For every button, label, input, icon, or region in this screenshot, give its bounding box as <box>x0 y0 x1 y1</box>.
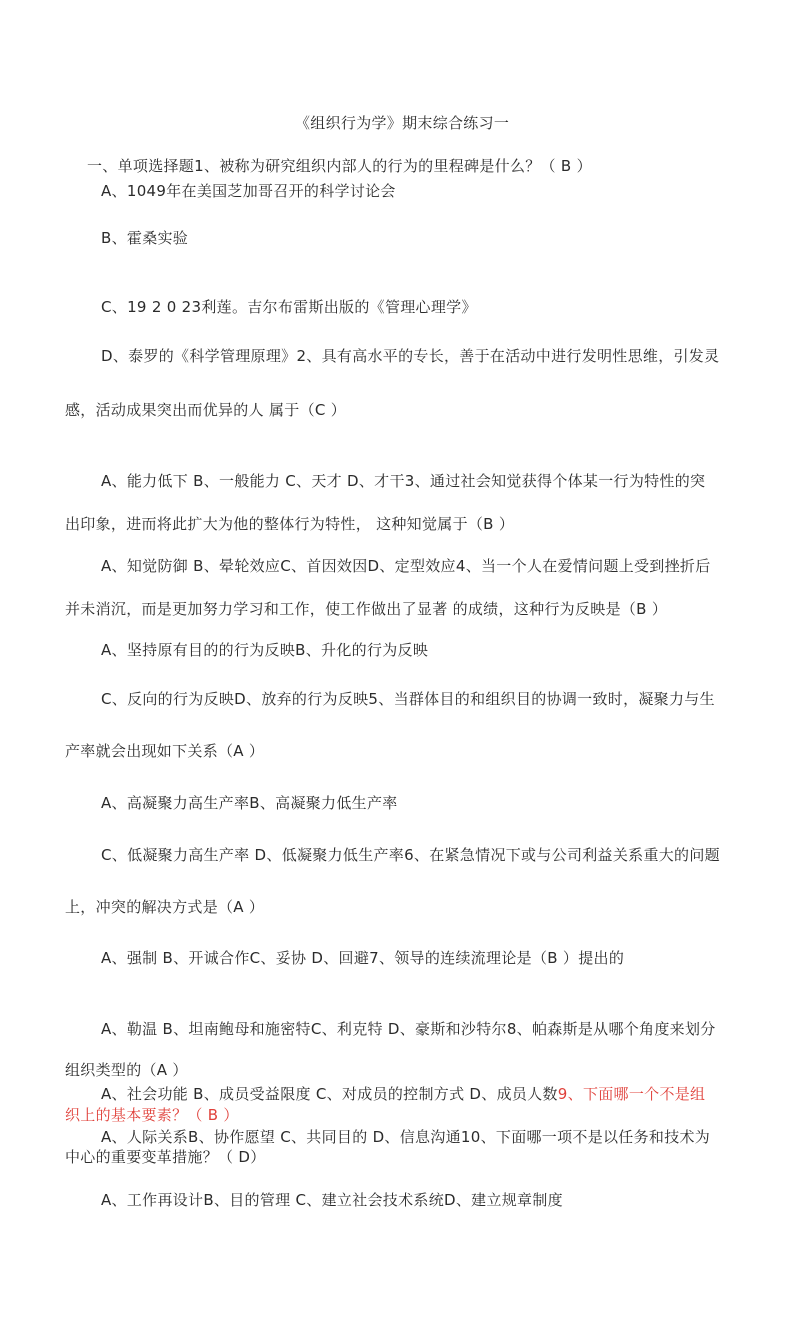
option-question-line-q9 <box>101 1085 705 1103</box>
question-line-q10: 中心的重要变革措施？（ D） <box>65 1148 266 1166</box>
option-line: C、19 2 0 23利莲。吉尔布雷斯出版的《管理心理学》 <box>101 298 477 316</box>
question-line: 并未消沉，而是更加努力学习和工作，使工作做出了显著 的成绩，这种行为反映是（B ） <box>65 600 668 618</box>
document-title: 《组织行为学》期末综合练习一 <box>295 114 510 132</box>
option-question-line: A、勒温 B、坦南鲍母和施密特C、利克特 D、豪斯和沙特尔8、帕森斯是从哪个角度来划分 <box>101 1020 716 1038</box>
option-question-line: A、知觉防御 B、晕轮效应C、首因效因D、定型效应4、当一个人在爱情问题上受到挫折后 <box>101 557 711 575</box>
option-question-line: A、强制 B、开诚合作C、妥协 D、回避7、领导的连续流理论是（B ）提出的 <box>101 949 625 967</box>
question-line: 出印象，进而将此扩大为他的整体行为特性， 这种知觉属于（B ） <box>65 515 515 533</box>
option-question-line: C、反向的行为反映D、放弃的行为反映5、当群体目的和组织目的协调一致时，凝聚力与生 <box>101 690 715 708</box>
q9-question-highlight-continued: 织上的基本要素？（ B ） <box>65 1106 239 1124</box>
option-question-line-q10: A、人际关系B、协作愿望 C、共同目的 D、信息沟通10、下面哪一项不是以任务和技术为 <box>101 1128 711 1146</box>
question-line: 上，冲突的解决方式是（A ） <box>65 898 265 916</box>
question-line: 组织类型的（A ） <box>65 1061 188 1079</box>
option-line: B、霍桑实验 <box>101 229 189 247</box>
q9-question-highlight: 9、下面哪一个不是组 <box>557 1085 706 1103</box>
option-line: A、坚持原有目的的行为反映B、升化的行为反映 <box>101 641 429 659</box>
option-question-line: A、能力低下 B、一般能力 C、天才 D、才干3、通过社会知觉获得个体某一行为特性的突 <box>101 472 706 490</box>
option-line: A、高凝聚力高生产率B、高凝聚力低生产率 <box>101 794 398 812</box>
option-line-last: A、工作再设计B、目的管理 C、建立社会技术系统D、建立规章制度 <box>101 1191 563 1209</box>
question-line: 感，活动成果突出而优异的人 属于（C ） <box>65 401 347 419</box>
option-line: A、1049年在美国芝加哥召开的科学讨论会 <box>101 182 396 200</box>
question-line: 产率就会出现如下关系（A ） <box>65 742 265 760</box>
option-question-line: C、低凝聚力高生产率 D、低凝聚力低生产率6、在紧急情况下或与公司利益关系重大的问题 <box>101 846 720 864</box>
section-heading-q1: 一、单项选择题1、被称为研究组织内部人的行为的里程碑是什么？（ B ） <box>87 157 592 175</box>
option-question-line: D、泰罗的《科学管理原理》2、具有高水平的专长，善于在活动中进行发明性思维，引发灵 <box>101 347 720 365</box>
q9-options: A、社会功能 B、成员受益限度 C、对成员的控制方式 D、成员人数 <box>101 1085 558 1103</box>
